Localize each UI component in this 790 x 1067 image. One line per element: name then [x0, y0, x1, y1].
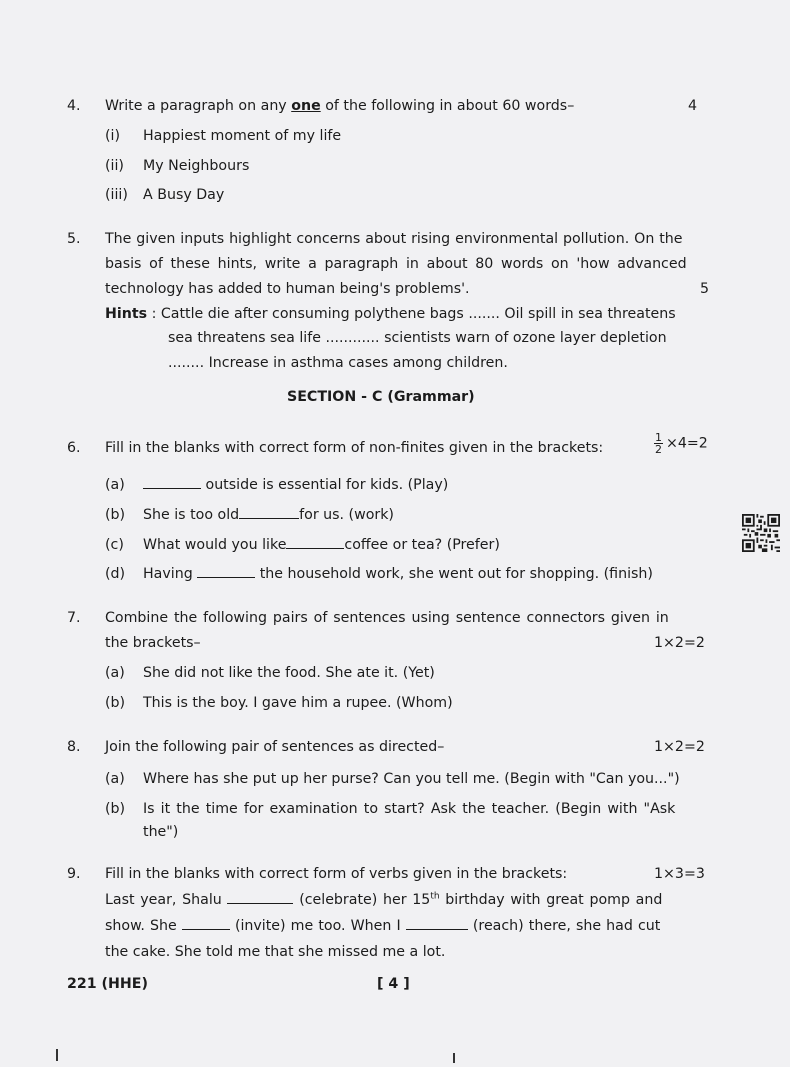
q7-number: 7. [67, 610, 81, 626]
q6-item: (b) [105, 507, 126, 523]
q4-number: 4. [67, 98, 81, 114]
blank [239, 506, 299, 519]
q8-item-text: Is it the time for examination to start? Ask the teacher. (Begin with "Ask [143, 801, 676, 817]
q5-hints-line: Hints : Cattle die after consuming polythene bags ....... Oil spill in sea threatens [105, 306, 676, 322]
q7-prompt: Combine the following pairs of sentences using sentence connectors given in [105, 610, 669, 626]
q5-number: 5. [67, 231, 81, 247]
q4-option: (ii) [105, 158, 124, 174]
q6-number: 6. [67, 440, 81, 456]
q7-item: (b) [105, 695, 126, 711]
q4-option: (i) [105, 128, 121, 144]
q5-line: technology has added to human being's problems'. [105, 281, 470, 297]
q6-item-text: What would you like coffee or tea? (Prefer) [143, 537, 500, 553]
q7-prompt: the brackets– [105, 635, 201, 651]
q4-option-text: My Neighbours [143, 158, 250, 174]
blank [286, 536, 344, 549]
q5-hints-line: sea threatens sea life ............ scientists warn of ozone layer depletion [168, 330, 667, 346]
q5-marks: 5 [700, 281, 710, 297]
q6-item-text: outside is essential for kids. (Play) [143, 476, 448, 494]
q5-line: basis of these hints, write a paragraph in about 80 words on 'how advanced [105, 256, 687, 272]
q4-option-text: Happiest moment of my life [143, 128, 342, 144]
q5-line: The given inputs highlight concerns about rising environmental pollution. On the [105, 231, 683, 247]
q6-item: (c) [105, 537, 124, 553]
blank [197, 565, 255, 578]
blank [227, 891, 293, 904]
q9-marks: 1×3=3 [654, 866, 705, 882]
q7-item-text: She did not like the food. She ate it. (Yet) [143, 665, 435, 681]
q9-paragraph-line: the cake. She told me that she missed me a lot. [105, 944, 446, 960]
blank [143, 476, 201, 489]
q6-item-text: She is too old for us. (work) [143, 507, 394, 523]
q8-item: (a) [105, 771, 125, 787]
q6-item: (d) [105, 566, 126, 582]
q9-paragraph-line: Last year, Shalu (celebrate) her 15th birthday with great pomp and [105, 891, 663, 908]
q8-item-text: the") [143, 824, 179, 840]
q7-item-text: This is the boy. I gave him a rupee. (Whom) [143, 695, 453, 711]
q8-item-text: Where has she put up her purse? Can you tell me. (Begin with "Can you...") [143, 771, 680, 787]
q8-marks: 1×2=2 [654, 739, 705, 755]
q5-hints-line: ........ Increase in asthma cases among children. [168, 355, 508, 371]
q8-prompt: Join the following pair of sentences as directed– [105, 739, 445, 755]
q5-hints-label: Hints [105, 306, 148, 322]
q6-prompt: Fill in the blanks with correct form of non-finites given in the brackets: [105, 440, 604, 456]
q4-option: (iii) [105, 187, 128, 203]
q6-item: (a) [105, 477, 125, 493]
q9-paragraph-line: show. She (invite) me too. When I (reach) there, she had cut [105, 918, 661, 934]
page-number: [ 4 ] [377, 976, 410, 992]
q6-marks: $\frac{1}{2}$ ×4=2 [655, 431, 708, 456]
scan-mark [56, 1049, 58, 1061]
paper-code: 221 (HHE) [67, 976, 148, 992]
q8-item: (b) [105, 801, 126, 817]
q6-item-text: Having the household work, she went out for shopping. (finish) [143, 566, 653, 582]
qr-code-icon [742, 514, 780, 552]
q9-prompt: Fill in the blanks with correct form of verbs given in the brackets: [105, 866, 568, 882]
q7-marks: 1×2=2 [654, 635, 705, 651]
q8-number: 8. [67, 739, 81, 755]
q6-fraction: $\frac{1}{2}$ [655, 431, 662, 456]
blank [406, 917, 468, 930]
q4-emphasis: one [291, 98, 321, 114]
scan-mark [453, 1053, 455, 1063]
q9-number: 9. [67, 866, 81, 882]
q7-item: (a) [105, 665, 125, 681]
blank [182, 917, 230, 930]
section-heading: SECTION - C (Grammar) [287, 389, 475, 405]
q4-marks: 4 [688, 98, 698, 114]
q4-prompt: Write a paragraph on any one of the following in about 60 words– [105, 98, 575, 114]
q4-option-text: A Busy Day [143, 187, 225, 203]
